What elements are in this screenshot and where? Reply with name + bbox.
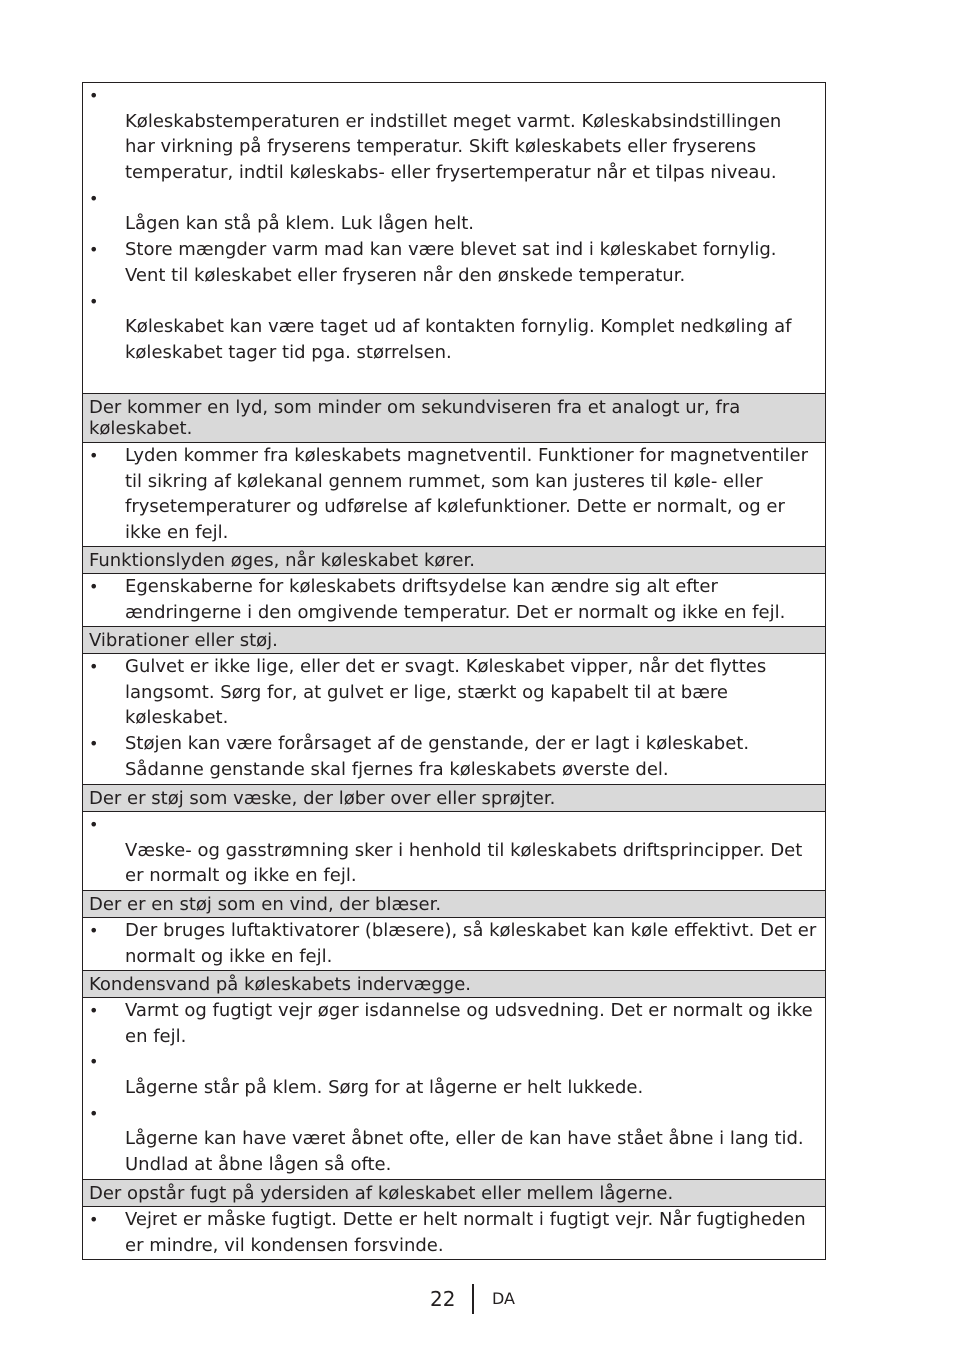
heading-line: Vibrationer eller støj. xyxy=(89,630,278,651)
item-text-line: Køleskabet kan være taget ud af kontakten fornylig. Komplet nedkøling af xyxy=(125,316,792,338)
item-text-line xyxy=(125,186,819,212)
footer-divider xyxy=(472,1284,474,1314)
item-text-line: temperatur, indtil køleskabs- eller frysertemperatur når et tilpas niveau. xyxy=(125,162,777,184)
language-code: DA xyxy=(492,1289,515,1308)
trouble-section xyxy=(83,890,825,970)
item-text-line: køleskabet tager tid pga. størrelsen. xyxy=(125,341,452,363)
item-text-line: ikke en fejl. xyxy=(125,522,229,544)
item-text-line: Lågerne står på klem. Sørg for at lågerne er helt lukkede. xyxy=(125,1077,644,1099)
item-text-line xyxy=(125,83,819,109)
item-text-line: Egenskaberne for køleskabets driftsydelse kan ændre sig alt efter xyxy=(125,576,718,597)
bullet-item xyxy=(83,1207,819,1258)
item-text-line: langsomt. Sørg for, at gulvet er lige, stærkt og kapabelt til at bære xyxy=(125,681,728,703)
item-text-line: frysetemperaturer og udførelse af kølefunktioner. Dette er normalt, og er xyxy=(125,496,785,518)
bullet-icon: • xyxy=(89,188,99,208)
bullet-icon: • xyxy=(89,291,99,311)
bullet-item xyxy=(83,654,819,731)
bullet-item xyxy=(83,574,819,625)
bullet-icon: • xyxy=(89,86,99,105)
bullet-icon: • xyxy=(89,734,99,754)
bullet-item xyxy=(83,918,819,969)
item-text-line: har virkning på fryserens temperatur. Skift køleskabets eller fryserens xyxy=(125,136,757,158)
trouble-section xyxy=(83,970,825,1179)
page-number: 22 xyxy=(430,1287,456,1311)
item-text-line: en fejl. xyxy=(125,1025,187,1047)
item-text-line: Lyden kommer fra køleskabets magnetventil. Funktioner for magnetventiler xyxy=(125,445,809,466)
heading-line: Der kommer en lyd, som minder om sekundviseren fra et analogt ur, fra xyxy=(89,397,741,418)
trouble-section xyxy=(83,393,825,546)
item-text-line xyxy=(125,1049,819,1075)
heading-line: Der er støj som væske, der løber over eller sprøjter. xyxy=(89,788,556,809)
page-footer xyxy=(0,1284,954,1314)
section-body xyxy=(83,997,825,1179)
bullet-icon: • xyxy=(89,1210,99,1229)
heading-line: Funktionslyden øges, når køleskabet kører. xyxy=(89,550,475,571)
item-text-line: Varmt og fugtigt vejr øger isdannelse og udsvedning. Det er normalt og ikke xyxy=(125,1000,813,1021)
item-text-line: Støjen kan være forårsaget af de genstande, der er lagt i køleskabet. xyxy=(125,733,750,755)
trouble-section xyxy=(83,626,825,784)
section-heading xyxy=(83,891,825,917)
item-text-line: er mindre, vil kondensen forsvinde. xyxy=(125,1234,444,1256)
item-text-line xyxy=(125,812,819,838)
item-text-line: til sikring af kølekanal gennem rummet, som kan justeres til køle- eller xyxy=(125,470,763,492)
section-body xyxy=(83,917,825,970)
item-text-line: Gulvet er ikke lige, eller det er svagt. Køleskabet vipper, når det flyttes xyxy=(125,656,767,677)
heading-line: Der er en støj som en vind, der blæser. xyxy=(89,894,442,915)
bullet-item xyxy=(83,1049,819,1100)
heading-line: Kondensvand på køleskabets indervægge. xyxy=(89,974,471,995)
bullet-icon: • xyxy=(89,657,99,676)
item-text-line: Vejret er måske fugtigt. Dette er helt normalt i fugtigt vejr. Når fugtigheden xyxy=(125,1209,806,1230)
bullet-icon: • xyxy=(89,577,99,596)
bullet-icon: • xyxy=(89,1001,99,1020)
section-heading xyxy=(83,1180,825,1206)
section-body xyxy=(83,442,825,546)
section-body xyxy=(83,1206,825,1259)
bullet-icon: • xyxy=(89,1103,99,1123)
trouble-section xyxy=(83,83,825,393)
trouble-section xyxy=(83,1179,825,1259)
bullet-item xyxy=(83,237,819,288)
item-text-line: normalt og ikke en fejl. xyxy=(125,945,333,967)
section-body xyxy=(83,573,825,626)
trouble-section xyxy=(83,784,825,890)
item-text-line: Væske- og gasstrømning sker i henhold til køleskabets driftsprincipper. Det xyxy=(125,839,803,861)
bullet-icon: • xyxy=(89,815,99,834)
item-text-line: køleskabet. xyxy=(125,707,229,729)
bullet-icon: • xyxy=(89,446,99,465)
bullet-item xyxy=(83,186,819,237)
bullet-item xyxy=(83,998,819,1049)
bullet-item xyxy=(83,1101,819,1178)
item-text-line: Undlad at åbne lågen så ofte. xyxy=(125,1154,392,1176)
item-text-line: Vent til køleskabet eller fryseren når den ønskede temperatur. xyxy=(125,264,686,286)
item-text-line: ændringerne i den omgivende temperatur. Det er normalt og ikke en fejl. xyxy=(125,601,786,623)
bullet-icon: • xyxy=(89,921,99,940)
item-text-line: Store mængder varm mad kan være blevet sat ind i køleskabet fornylig. xyxy=(125,239,777,261)
heading-line: køleskabet. xyxy=(89,418,193,439)
heading-line: Der opstår fugt på ydersiden af køleskabet eller mellem lågerne. xyxy=(89,1183,674,1204)
section-heading xyxy=(83,627,825,653)
section-body xyxy=(83,653,825,784)
item-text-line: Der bruges luftaktivatorer (blæsere), så køleskabet kan køle effektivt. Det er xyxy=(125,920,817,941)
item-text-line: Lågen kan stå på klem. Luk lågen helt. xyxy=(125,213,474,235)
bullet-item xyxy=(83,443,819,546)
bullet-icon: • xyxy=(89,1052,99,1072)
section-heading xyxy=(83,547,825,573)
bullet-item xyxy=(83,289,819,366)
section-heading xyxy=(83,394,825,442)
item-text-line: Sådanne genstande skal fjernes fra køleskabets øverste del. xyxy=(125,758,669,780)
bullet-item xyxy=(83,83,819,186)
trouble-section xyxy=(83,546,825,626)
section-heading xyxy=(83,785,825,811)
bullet-icon: • xyxy=(89,240,99,260)
section-body xyxy=(83,83,825,393)
section-body xyxy=(83,811,825,890)
item-text-line: Køleskabstemperaturen er indstillet meget varmt. Køleskabsindstillingen xyxy=(125,110,782,132)
troubleshooting-table xyxy=(82,82,826,1260)
item-text-line: Lågerne kan have været åbnet ofte, eller de kan have stået åbne i lang tid. xyxy=(125,1128,804,1150)
item-text-line xyxy=(125,289,819,315)
item-text-line: er normalt og ikke en fejl. xyxy=(125,865,357,887)
bullet-item xyxy=(83,812,819,889)
item-text-line xyxy=(125,1101,819,1127)
bullet-item xyxy=(83,731,819,782)
section-heading xyxy=(83,971,825,997)
